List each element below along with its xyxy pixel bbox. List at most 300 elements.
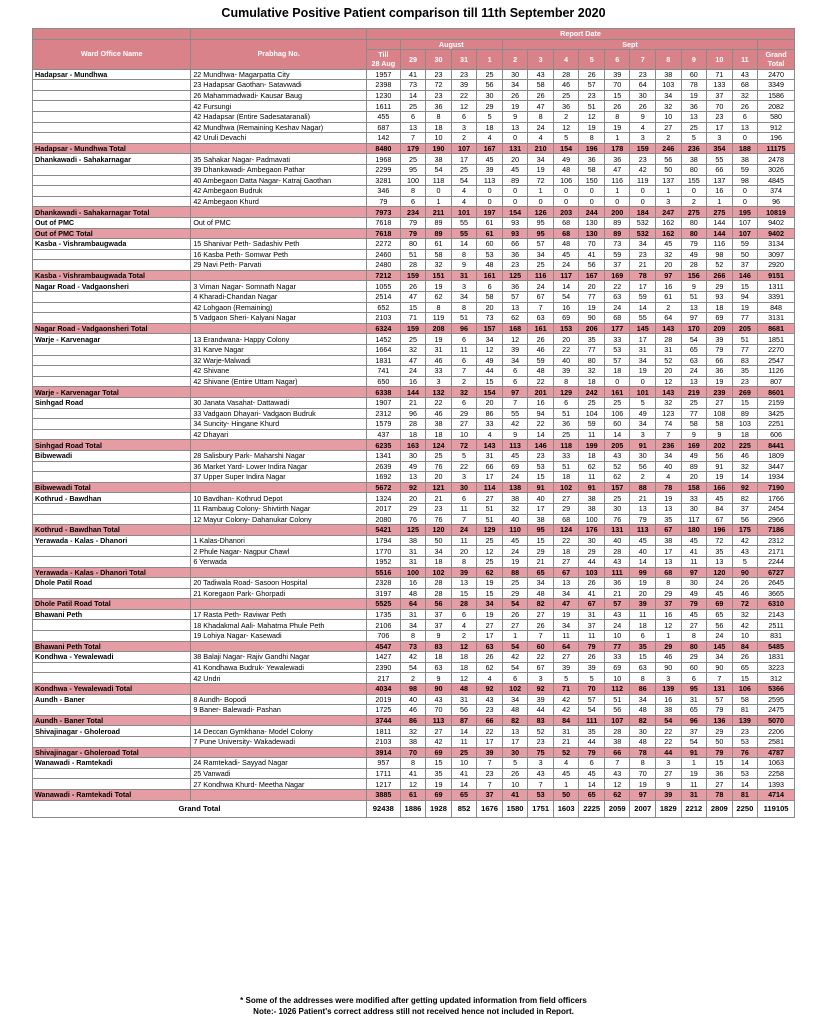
- daily-count-cell: 9: [656, 779, 682, 790]
- daily-count-cell: 3: [630, 429, 656, 440]
- daily-count-cell: 33: [681, 493, 707, 504]
- daily-count-cell: 46: [528, 345, 554, 356]
- daily-count-cell: 25: [502, 578, 528, 589]
- grand-total-cell: 2595: [758, 694, 795, 705]
- daily-count-cell: 102: [553, 482, 579, 493]
- daily-count-cell: 95: [528, 217, 554, 228]
- daily-count-cell: 13: [502, 122, 528, 133]
- daily-count-cell: 57: [579, 80, 605, 91]
- grand-total-value-cell: 92438: [367, 800, 401, 817]
- daily-count-cell: 30: [502, 69, 528, 80]
- day-header: 8: [656, 50, 682, 69]
- daily-count-cell: 6: [502, 673, 528, 684]
- ward-office-name-cell: Yerawada - Kalas - Dhanori Total: [33, 567, 191, 578]
- table-row: [33, 546, 795, 557]
- daily-count-cell: 34: [656, 450, 682, 461]
- daily-count-cell: 31: [681, 789, 707, 800]
- daily-count-cell: 22: [528, 419, 554, 430]
- daily-count-cell: 1: [681, 758, 707, 769]
- daily-count-cell: 78: [656, 482, 682, 493]
- grand-total-cell: 2171: [758, 546, 795, 557]
- daily-count-cell: 31: [579, 609, 605, 620]
- prabhag-cell: 25 Vanwadi: [191, 768, 367, 779]
- daily-count-cell: 55: [707, 154, 733, 165]
- daily-count-cell: 60: [604, 419, 630, 430]
- daily-count-cell: 79: [400, 228, 426, 239]
- daily-count-cell: 17: [502, 737, 528, 748]
- daily-count-cell: 0: [502, 133, 528, 144]
- daily-count-cell: 21: [553, 737, 579, 748]
- daily-count-cell: 169: [681, 440, 707, 451]
- ward-office-name-cell: [33, 514, 191, 525]
- daily-count-cell: 113: [477, 175, 503, 186]
- table-row: [33, 111, 795, 122]
- prabhag-cell: 42 Mundhwa (Remaining Keshav Nagar): [191, 122, 367, 133]
- table-row: [33, 133, 795, 144]
- prabhag-cell: 19 Lohiya Nagar- Kasewadi: [191, 631, 367, 642]
- daily-count-cell: 34: [528, 578, 554, 589]
- grand-total-value-cell: 852: [451, 800, 477, 817]
- daily-count-cell: 33: [604, 652, 630, 663]
- daily-count-cell: 27: [707, 779, 733, 790]
- daily-count-cell: 56: [732, 514, 758, 525]
- daily-count-cell: 2: [656, 302, 682, 313]
- daily-count-cell: 41: [400, 768, 426, 779]
- daily-count-cell: 80: [681, 641, 707, 652]
- daily-count-cell: 26: [502, 768, 528, 779]
- daily-count-cell: 27: [451, 419, 477, 430]
- daily-count-cell: 34: [502, 694, 528, 705]
- daily-count-cell: 11: [579, 631, 605, 642]
- ward-office-name-cell: [33, 313, 191, 324]
- prabhag-cell: 1 Kalas-Dhanori: [191, 535, 367, 546]
- daily-count-cell: 77: [579, 345, 605, 356]
- daily-count-cell: 31: [681, 694, 707, 705]
- daily-count-cell: 100: [400, 175, 426, 186]
- daily-count-cell: 7: [477, 758, 503, 769]
- daily-count-cell: 39: [656, 789, 682, 800]
- daily-count-cell: 24: [553, 260, 579, 271]
- daily-count-cell: 39: [604, 69, 630, 80]
- daily-count-cell: 5: [732, 556, 758, 567]
- daily-count-cell: 38: [502, 493, 528, 504]
- daily-count-cell: 38: [732, 154, 758, 165]
- daily-count-cell: 8: [630, 758, 656, 769]
- daily-count-cell: 162: [656, 228, 682, 239]
- daily-count-cell: 25: [477, 69, 503, 80]
- daily-count-cell: 66: [477, 461, 503, 472]
- grand-total-value-cell: 1676: [477, 800, 503, 817]
- daily-count-cell: 31: [400, 609, 426, 620]
- daily-count-cell: 89: [426, 228, 452, 239]
- daily-count-cell: 6: [579, 758, 605, 769]
- ward-total-row: [33, 747, 795, 758]
- daily-count-cell: 6: [400, 196, 426, 207]
- daily-count-cell: 79: [630, 514, 656, 525]
- daily-count-cell: 14: [604, 429, 630, 440]
- grand-total-value-cell: 1580: [502, 800, 528, 817]
- daily-count-cell: 161: [528, 323, 554, 334]
- grand-total-cell: 3665: [758, 588, 795, 599]
- grand-total-cell: 8441: [758, 440, 795, 451]
- daily-count-cell: 3: [656, 673, 682, 684]
- daily-count-cell: 32: [579, 366, 605, 377]
- table-row: [33, 345, 795, 356]
- ward-office-name-cell: [33, 260, 191, 271]
- table-row: [33, 652, 795, 663]
- table-row: [33, 217, 795, 228]
- daily-count-cell: 31: [630, 345, 656, 356]
- daily-count-cell: 3: [630, 133, 656, 144]
- ward-office-name-cell: Kothrud - Bawdhan: [33, 493, 191, 504]
- prabhag-cell: 33 Vadgaon Dhayari- Vadgaon Budruk: [191, 408, 367, 419]
- daily-count-cell: 9: [630, 111, 656, 122]
- daily-count-cell: 16: [400, 376, 426, 387]
- daily-count-cell: 14: [400, 90, 426, 101]
- daily-count-cell: 62: [579, 461, 605, 472]
- daily-count-cell: 59: [528, 355, 554, 366]
- till-28-aug-cell: 6324: [367, 323, 401, 334]
- grand-total-value-cell: 2809: [707, 800, 733, 817]
- daily-count-cell: 3: [656, 758, 682, 769]
- daily-count-cell: 11: [579, 472, 605, 483]
- daily-count-cell: 49: [681, 450, 707, 461]
- daily-count-cell: 73: [477, 313, 503, 324]
- daily-count-cell: 57: [604, 355, 630, 366]
- daily-count-cell: 10: [426, 133, 452, 144]
- daily-count-cell: 170: [681, 323, 707, 334]
- daily-count-cell: 144: [707, 228, 733, 239]
- prabhag-cell: 18 Khadakmal Aali- Mahatma Phule Peth: [191, 620, 367, 631]
- daily-count-cell: 49: [681, 249, 707, 260]
- daily-count-cell: 62: [604, 472, 630, 483]
- daily-count-cell: 354: [707, 143, 733, 154]
- daily-count-cell: 34: [451, 292, 477, 303]
- day-header: 6: [604, 50, 630, 69]
- daily-count-cell: 246: [656, 143, 682, 154]
- prabhag-cell: 35 Sahakar Nagar- Padmavati: [191, 154, 367, 165]
- ward-office-name-cell: Warje - Karvenagar Total: [33, 387, 191, 398]
- daily-count-cell: 116: [604, 175, 630, 186]
- daily-count-cell: 78: [707, 789, 733, 800]
- daily-count-cell: 30: [681, 578, 707, 589]
- till-28-aug-cell: 5421: [367, 525, 401, 536]
- daily-count-cell: 18: [451, 662, 477, 673]
- daily-count-cell: 68: [553, 514, 579, 525]
- daily-count-cell: 72: [707, 535, 733, 546]
- grand-total-cell: 807: [758, 376, 795, 387]
- daily-count-cell: 7: [502, 398, 528, 409]
- daily-count-cell: 27: [426, 726, 452, 737]
- daily-count-cell: 34: [707, 652, 733, 663]
- daily-count-cell: 43: [732, 69, 758, 80]
- daily-count-cell: 34: [553, 588, 579, 599]
- till-28-aug-cell: 1725: [367, 705, 401, 716]
- ward-office-name-cell: [33, 101, 191, 112]
- daily-count-cell: 91: [707, 461, 733, 472]
- daily-count-cell: 66: [707, 355, 733, 366]
- daily-count-cell: 154: [502, 207, 528, 218]
- ward-office-name-cell: Dhole Patil Road Total: [33, 599, 191, 610]
- daily-count-cell: 118: [553, 440, 579, 451]
- till-28-aug-cell: 2299: [367, 164, 401, 175]
- daily-count-cell: 14: [451, 779, 477, 790]
- daily-count-cell: 62: [426, 292, 452, 303]
- daily-count-cell: 13: [502, 726, 528, 737]
- daily-count-cell: 161: [477, 270, 503, 281]
- daily-count-cell: 20: [656, 366, 682, 377]
- daily-count-cell: 46: [426, 408, 452, 419]
- daily-count-cell: 8: [400, 758, 426, 769]
- daily-count-cell: 97: [502, 387, 528, 398]
- daily-count-cell: 199: [579, 440, 605, 451]
- daily-count-cell: 184: [630, 207, 656, 218]
- daily-count-cell: 26: [579, 69, 605, 80]
- ward-office-name-cell: [33, 556, 191, 567]
- till-28-aug-cell: 1230: [367, 90, 401, 101]
- prabhag-cell: [191, 641, 367, 652]
- daily-count-cell: 84: [707, 503, 733, 514]
- ward-office-name-cell: [33, 631, 191, 642]
- daily-count-cell: 51: [579, 101, 605, 112]
- daily-count-cell: 3: [707, 133, 733, 144]
- till-28-aug-cell: 2080: [367, 514, 401, 525]
- daily-count-cell: 101: [630, 387, 656, 398]
- daily-count-cell: 13: [400, 122, 426, 133]
- daily-count-cell: 3: [656, 196, 682, 207]
- daily-count-cell: 113: [426, 715, 452, 726]
- till-28-aug-cell: 2017: [367, 503, 401, 514]
- daily-count-cell: 15: [477, 588, 503, 599]
- ward-office-name-cell: Bhawani Peth Total: [33, 641, 191, 652]
- daily-count-cell: 7: [528, 302, 554, 313]
- daily-count-cell: 79: [400, 217, 426, 228]
- daily-count-cell: 97: [681, 567, 707, 578]
- prabhag-cell: 42 Uruli Devachi: [191, 133, 367, 144]
- daily-count-cell: 48: [451, 684, 477, 695]
- daily-count-cell: 32: [400, 726, 426, 737]
- daily-count-cell: 79: [707, 747, 733, 758]
- ward-office-name-cell: [33, 186, 191, 197]
- daily-count-cell: 56: [451, 705, 477, 716]
- till-28-aug-cell: 1427: [367, 652, 401, 663]
- daily-count-cell: 90: [579, 313, 605, 324]
- daily-count-cell: 79: [707, 345, 733, 356]
- daily-count-cell: 120: [707, 567, 733, 578]
- daily-count-cell: 54: [502, 641, 528, 652]
- daily-count-cell: 209: [707, 323, 733, 334]
- till-28-aug-cell: 3197: [367, 588, 401, 599]
- grand-total-cell: 4714: [758, 789, 795, 800]
- daily-count-cell: 33: [477, 419, 503, 430]
- daily-count-cell: 151: [426, 270, 452, 281]
- daily-count-cell: 86: [630, 684, 656, 695]
- table-row: [33, 196, 795, 207]
- till-28-aug-cell: 6235: [367, 440, 401, 451]
- daily-count-cell: 4: [451, 186, 477, 197]
- daily-count-cell: 6: [451, 493, 477, 504]
- daily-count-cell: 42: [732, 620, 758, 631]
- grand-total-cell: 8601: [758, 387, 795, 398]
- daily-count-cell: 236: [681, 143, 707, 154]
- daily-count-cell: 2: [400, 673, 426, 684]
- grand-total-cell: 912: [758, 122, 795, 133]
- daily-count-cell: 196: [579, 143, 605, 154]
- daily-count-cell: 45: [630, 535, 656, 546]
- ward-office-name-cell: Wanawadi - Ramtekadi Total: [33, 789, 191, 800]
- daily-count-cell: 78: [630, 270, 656, 281]
- daily-count-cell: 51: [553, 408, 579, 419]
- ward-office-name-cell: Out of PMC Total: [33, 228, 191, 239]
- daily-count-cell: 65: [528, 567, 554, 578]
- daily-count-cell: 20: [426, 472, 452, 483]
- daily-count-cell: 16: [656, 281, 682, 292]
- daily-count-cell: 0: [579, 196, 605, 207]
- till-28-aug-cell: 2103: [367, 313, 401, 324]
- grand-total-cell: 2581: [758, 737, 795, 748]
- daily-count-cell: 18: [426, 429, 452, 440]
- daily-count-cell: 145: [707, 641, 733, 652]
- daily-count-cell: 69: [426, 747, 452, 758]
- daily-count-cell: 18: [426, 122, 452, 133]
- ward-office-name-cell: Bibwewadi: [33, 450, 191, 461]
- daily-count-cell: 8: [451, 302, 477, 313]
- daily-count-cell: 13: [707, 556, 733, 567]
- daily-count-cell: 7: [604, 758, 630, 769]
- daily-count-cell: 96: [451, 323, 477, 334]
- daily-count-cell: 26: [502, 609, 528, 620]
- grand-total-cell: 2511: [758, 620, 795, 631]
- daily-count-cell: 5: [502, 758, 528, 769]
- daily-count-cell: 37: [656, 599, 682, 610]
- daily-count-cell: 27: [553, 652, 579, 663]
- prabhag-cell: [191, 525, 367, 536]
- daily-count-cell: 39: [630, 599, 656, 610]
- daily-count-cell: 6: [451, 334, 477, 345]
- daily-count-cell: 17: [528, 503, 554, 514]
- daily-count-cell: 42: [502, 419, 528, 430]
- daily-count-cell: 52: [707, 260, 733, 271]
- daily-count-cell: 200: [604, 207, 630, 218]
- daily-count-cell: 203: [553, 207, 579, 218]
- daily-count-cell: 67: [579, 599, 605, 610]
- daily-count-cell: 56: [707, 620, 733, 631]
- daily-count-cell: 66: [477, 715, 503, 726]
- daily-count-cell: 36: [604, 578, 630, 589]
- table-body: [33, 69, 795, 817]
- daily-count-cell: 89: [604, 217, 630, 228]
- daily-count-cell: 15: [477, 376, 503, 387]
- daily-count-cell: 532: [630, 217, 656, 228]
- daily-count-cell: 32: [451, 387, 477, 398]
- daily-count-cell: 6: [732, 111, 758, 122]
- grand-total-value-cell: 2250: [732, 800, 758, 817]
- daily-count-cell: 3: [528, 758, 554, 769]
- prabhag-cell: [191, 323, 367, 334]
- daily-count-cell: 118: [426, 175, 452, 186]
- daily-count-cell: 80: [681, 217, 707, 228]
- daily-count-cell: 72: [451, 440, 477, 451]
- daily-count-cell: 12: [477, 546, 503, 557]
- daily-count-cell: 532: [630, 228, 656, 239]
- table-row: [33, 260, 795, 271]
- daily-count-cell: 41: [579, 249, 605, 260]
- daily-count-cell: 24: [502, 472, 528, 483]
- daily-count-cell: 219: [681, 387, 707, 398]
- till-28-aug-cell: 1811: [367, 726, 401, 737]
- ward-office-name-cell: [33, 175, 191, 186]
- daily-count-cell: 77: [732, 313, 758, 324]
- ward-office-name-cell: [33, 249, 191, 260]
- daily-count-cell: 275: [707, 207, 733, 218]
- daily-count-cell: 32: [656, 398, 682, 409]
- till-28-aug-cell: 7618: [367, 217, 401, 228]
- daily-count-cell: 39: [451, 80, 477, 91]
- daily-count-cell: 18: [553, 472, 579, 483]
- daily-count-cell: 242: [579, 387, 605, 398]
- prabhag-cell: 4 Kharadi-Chandan Nagar: [191, 292, 367, 303]
- daily-count-cell: 158: [681, 482, 707, 493]
- day-header: 5: [579, 50, 605, 69]
- daily-count-cell: 17: [451, 154, 477, 165]
- daily-count-cell: 36: [681, 101, 707, 112]
- daily-count-cell: 15: [426, 758, 452, 769]
- daily-count-cell: 9: [426, 673, 452, 684]
- daily-count-cell: 90: [707, 662, 733, 673]
- grand-total-cell: 2966: [758, 514, 795, 525]
- daily-count-cell: 44: [477, 366, 503, 377]
- prabhag-cell: 5 Vadgaon Sheri- Kalyani Nagar: [191, 313, 367, 324]
- daily-count-cell: 38: [656, 535, 682, 546]
- ward-office-name-cell: [33, 429, 191, 440]
- daily-count-cell: 15: [732, 673, 758, 684]
- prabhag-cell: [191, 567, 367, 578]
- daily-count-cell: 59: [630, 292, 656, 303]
- till-28-aug-cell: 1968: [367, 154, 401, 165]
- table-row: [33, 249, 795, 260]
- daily-count-cell: 145: [630, 323, 656, 334]
- daily-count-cell: 66: [604, 747, 630, 758]
- daily-count-cell: 23: [426, 90, 452, 101]
- daily-count-cell: 81: [732, 705, 758, 716]
- ward-office-name-cell: Out of PMC: [33, 217, 191, 228]
- daily-count-cell: 34: [502, 355, 528, 366]
- table-row: [33, 376, 795, 387]
- table-row: [33, 662, 795, 673]
- prabhag-cell: Out of PMC: [191, 217, 367, 228]
- daily-count-cell: 62: [604, 789, 630, 800]
- ward-office-name-cell: [33, 366, 191, 377]
- grand-total-cell: 1809: [758, 450, 795, 461]
- grand-total-cell: 4787: [758, 747, 795, 758]
- daily-count-cell: 63: [681, 355, 707, 366]
- daily-count-cell: 15: [707, 758, 733, 769]
- daily-count-cell: 8: [426, 111, 452, 122]
- daily-count-cell: 95: [681, 684, 707, 695]
- daily-count-cell: 7: [400, 133, 426, 144]
- daily-count-cell: 28: [426, 588, 452, 599]
- daily-count-cell: 121: [426, 482, 452, 493]
- daily-count-cell: 22: [656, 726, 682, 737]
- daily-count-cell: 57: [707, 694, 733, 705]
- ward-office-name-cell: [33, 503, 191, 514]
- grand-total-cell: 1393: [758, 779, 795, 790]
- daily-count-cell: 97: [656, 270, 682, 281]
- daily-count-cell: 36: [707, 768, 733, 779]
- prabhag-cell: 15 Shanivar Peth- Sadashiv Peth: [191, 239, 367, 250]
- daily-count-cell: 46: [553, 80, 579, 91]
- grand-total-cell: 3026: [758, 164, 795, 175]
